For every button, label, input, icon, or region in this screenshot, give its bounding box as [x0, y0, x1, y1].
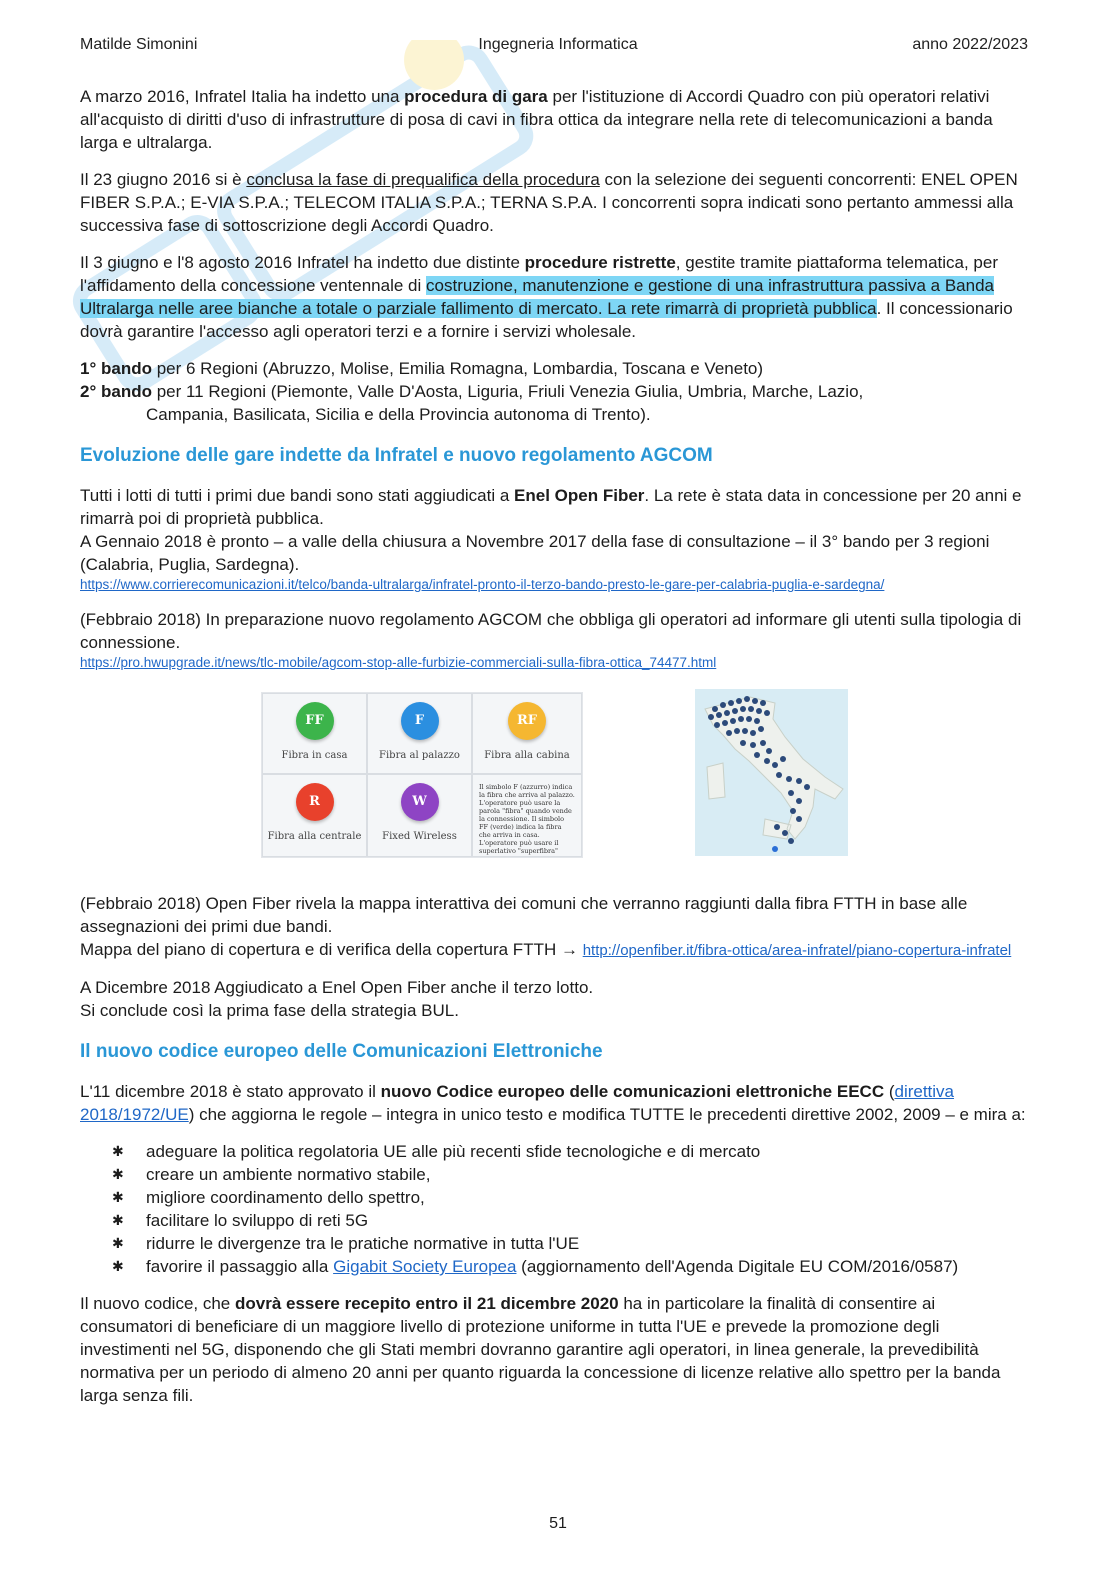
asterisk-bullet-icon: ✱	[112, 1235, 124, 1251]
page-content	[80, 85, 1030, 1421]
legend-cell-w: W Fixed Wireless	[367, 774, 472, 857]
paragraph-gara: A marzo 2016, Infratel Italia ha indetto una procedura di gara per l'istituzione di Accordi Quadro con più operatori relativi all'acquisto di diritti d'uso di infrastrutture di posa di cavi in fibra ottica da integrare nella rete di telecomunicazioni a banda larga e ultralarga.	[80, 87, 993, 152]
legend-note-cell	[472, 774, 582, 857]
bando-2: 2° bando per 11 Regioni (Piemonte, Valle D'Aosta, Liguria, Friuli Venezia Giulia, Umbria, Marche, Lazio,	[80, 382, 864, 401]
paragraph-procedure-ristrette: Il 3 giugno e l'8 agosto 2016 Infratel ha indetto due distinte procedure ristrette, gestite tramite piattaforma telematica, per l'affidamento della concessione ventennale di costruzione, manutenzione e gestione di una infrastruttura passiva a Banda Ultralarga nelle aree bianche a totale o parziale fallimento di mercato. La rete rimarrà di proprietà pubblica. Il concessionario dovrà garantire l'accesso agli operatori terzi e a fornire i servizi wholesale.	[80, 253, 1013, 341]
link-openfiber[interactable]: http://openfiber.it/fibra-ottica/area-infratel/piano-copertura-infratel	[582, 942, 1012, 959]
legend-cell-rf: RF Fibra alla cabina	[472, 693, 582, 774]
paragraph-eecc: L'11 dicembre 2018 è stato approvato il nuovo Codice europeo delle comunicazioni elettroniche EECC (direttiva 2018/1972/UE) che aggiorna le regole – integra in unico testo e modifica TUTTE le precedenti direttive 2002, 2009 – e mira a:	[80, 1082, 1026, 1124]
asterisk-bullet-icon: ✱	[112, 1143, 124, 1159]
bando-1: 1° bando per 6 Regioni (Abruzzo, Molise, Emilia Romagna, Lombardia, Toscana e Veneto)	[80, 359, 764, 378]
legend-cell-r: R Fibra alla centrale	[262, 774, 367, 857]
paragraph-terzo-lotto: A Dicembre 2018 Aggiudicato a Enel Open Fiber anche il terzo lotto. Si conclude così la prima fase della strategia BUL.	[80, 978, 594, 1020]
asterisk-bullet-icon: ✱	[112, 1258, 124, 1274]
list-item: ✱ creare un ambiente normativo stabile,	[112, 1165, 431, 1184]
bold-procedura-gara: procedura di gara	[404, 87, 548, 106]
highlighted-text: costruzione, manutenzione e gestione di una infrastruttura passiva a Banda Ultralarga nelle aree bianche a totale o parziale fallimento di mercato. La rete rimarrà di proprietà pubblica	[80, 276, 994, 318]
fiber-legend-image	[261, 692, 583, 858]
legend-cell-ff: FF Fibra in casa	[262, 693, 367, 774]
link-corrierecomunicazioni[interactable]: https://www.corrierecomunicazioni.it/telco/banda-ultralarga/infratel-pronto-il-terzo-bando-presto-le-gare-per-calabria-puglia-e-sardegna/	[80, 577, 885, 592]
paragraph-recepimento: Il nuovo codice, che dovrà essere recepito entro il 21 dicembre 2020 ha in particolare la finalità di consentire ai consumatori di beneficiare di un maggiore livello di protezione uniforme in tutta l'UE e prevede la promozione degli investimenti nel 5G, disponendo che gli Stati membri dovranno garantire agli operatori, in linea generale, la prevedibilità normativa per un periodo di almeno 20 anni per quanto riguarda la concessione di licenze relative allo spettro per la banda larga senza fili.	[80, 1294, 1001, 1405]
list-item: ✱ ridurre le divergenze tra le pratiche normative in tutta l'UE	[112, 1234, 580, 1253]
bold-enel-open-fiber: Enel Open Fiber	[514, 486, 645, 505]
legend-note: Il simbolo F (azzurro) indica la fibra che arriva al palazzo. L'operatore può usare la parola "fibra" quando vende la connessione. Il simbolo FF (verde) indica la fibra che arriva in casa. L'operatore può usare il superlativo "superfibra"	[479, 783, 575, 855]
asterisk-bullet-icon: ✱	[112, 1189, 124, 1205]
paragraph-agcom: (Febbraio 2018) In preparazione nuovo regolamento AGCOM che obbliga gli operatori ad informare gli utenti sulla tipologia di connessione. https://pro.hwupgrade.it/news/tlc-mobile/agcom-stop-alle-furbizie-commerciali-sulla-fibra-ottica_74477.html	[80, 608, 1030, 672]
paragraph-prequalifica: Il 23 giugno 2016 si è conclusa la fase di prequalifica della procedura con la selezione dei seguenti concorrenti: ENEL OPEN FIBER S.P.A.; E-VIA S.P.A.; TELECOM ITALIA S.P.A.; TERNA S.P.A. I concorrenti sopra indicati sono pertanto ammessi alla successiva fase di sottoscrizione degli Accordi Quadro.	[80, 170, 1018, 235]
page-number: 51	[549, 1515, 567, 1532]
paragraph-aggiudicazione: Tutti i lotti di tutti i primi due bandi sono stati aggiudicati a Enel Open Fiber. La rete è stata data in concessione per 20 anni e rimarrà poi di proprietà pubblica. A Gennaio 2018 è pronto – a valle della chiusura a Novembre 2017 della fase di consultazione – il 3° bando per 3 regioni (Calabria, Puglia, Sardegna). https://www.corrierecomunicazioni.it/telco/banda-ultralarga/infratel-pronto-il-terzo-bando-presto-le-gare-per-calabria-puglia-e-sardegna/	[80, 484, 1030, 594]
paragraph-mappa-open-fiber: (Febbraio 2018) Open Fiber rivela la mappa interattiva dei comuni che verranno raggiunti dalla fibra FTTH in base alle assegnazioni dei primi due bandi. Mappa del piano di copertura e di verifica della copertura FTTH → http://openfiber.it/fibra-ottica/area-infratel/piano-copertura-infratel	[80, 894, 1012, 959]
bold-recepimento: dovrà essere recepito entro il 21 dicembre 2020	[234, 1294, 619, 1313]
bold-procedure-ristrette: procedure ristrette	[524, 253, 676, 272]
legend-cell-f: F Fibra al palazzo	[367, 693, 472, 774]
header-author: Matilde Simonini	[80, 36, 198, 53]
asterisk-bullet-icon: ✱	[112, 1166, 124, 1182]
list-item: ✱ facilitare lo sviluppo di reti 5G	[112, 1211, 369, 1230]
section-heading-codice-europeo: Il nuovo codice europeo delle Comunicazioni Elettroniche	[80, 1041, 603, 1062]
rf-icon: RF	[508, 702, 546, 740]
bold-eecc: nuovo Codice europeo delle comunicazioni elettroniche EECC	[380, 1082, 885, 1101]
list-item: ✱ favorire il passaggio alla Gigabit Society Europea (aggiornamento dell'Agenda Digitale EU COM/2016/0587)	[112, 1257, 959, 1276]
header-course: Ingegneria Informatica	[478, 36, 638, 53]
eecc-goals-list	[80, 1140, 1030, 1278]
header-year: anno 2022/2023	[912, 36, 1028, 53]
figures-row	[80, 686, 1030, 876]
link-gigabit-society[interactable]: Gigabit Society Europea	[333, 1257, 517, 1276]
w-icon: W	[401, 783, 439, 821]
link-hwupgrade[interactable]: https://pro.hwupgrade.it/news/tlc-mobile/agcom-stop-alle-furbizie-commerciali-sulla-fibra-ottica_74477.html	[80, 655, 717, 670]
section-heading-evoluzione: Evoluzione delle gare indette da Infratel e nuovo regolamento AGCOM	[80, 445, 713, 466]
f-icon: F	[401, 702, 439, 740]
bandi-list	[80, 357, 1030, 426]
asterisk-bullet-icon: ✱	[112, 1212, 124, 1228]
link-direttiva[interactable]: direttiva 2018/1972/UE	[80, 1082, 955, 1124]
r-icon: R	[296, 783, 334, 821]
list-item: ✱ migliore coordinamento dello spettro,	[112, 1188, 425, 1207]
underlined-prequalifica: conclusa la fase di prequalifica della procedura	[246, 170, 600, 189]
list-item: ✱ adeguare la politica regolatoria UE alle più recenti sfide tecnologiche e di mercato	[112, 1142, 761, 1161]
italy-coverage-map	[695, 689, 848, 856]
bando-2-continued: Campania, Basilicata, Sicilia e della Provincia autonoma di Trento).	[146, 405, 651, 424]
ff-icon: FF	[296, 702, 334, 740]
